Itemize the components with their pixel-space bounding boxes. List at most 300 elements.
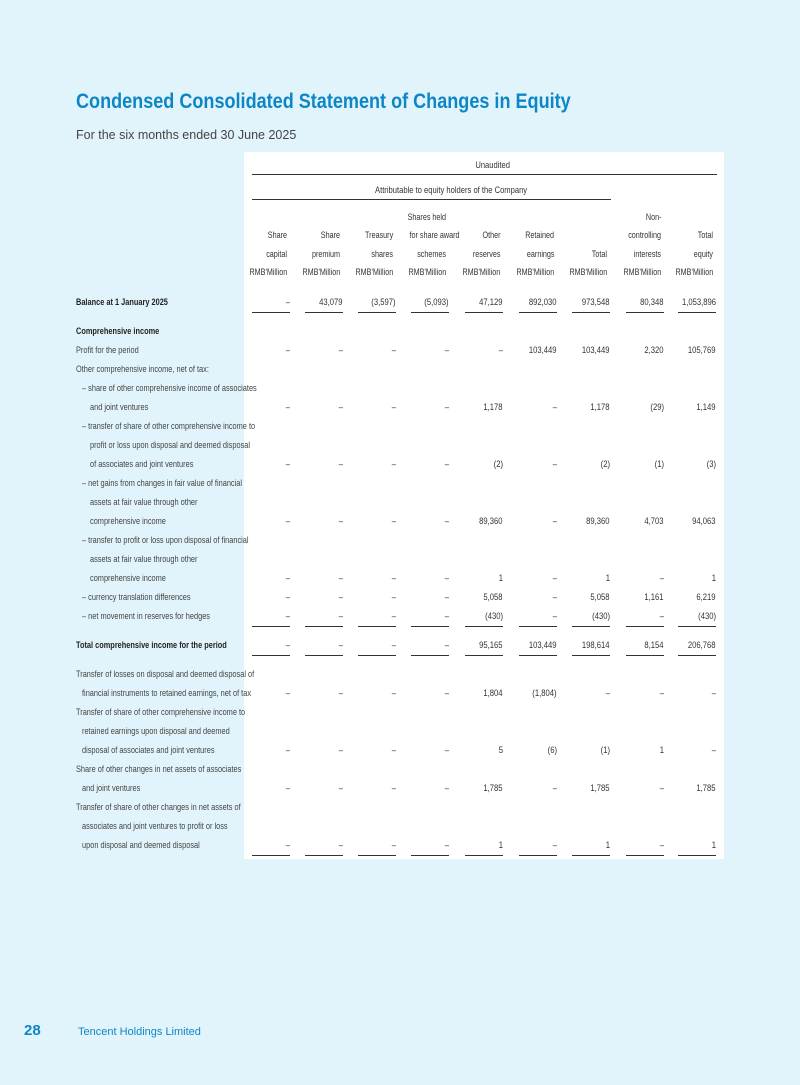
- row-label-text: – net gains from changes in fair value of financial: [82, 478, 243, 488]
- table-cell: [344, 297, 396, 307]
- cell-value: 1,149: [696, 402, 716, 412]
- table-cell: [451, 688, 503, 698]
- table-cell: [291, 783, 343, 793]
- underline-rule: [358, 626, 396, 627]
- row-label-text: disposal of associates and joint ventures: [82, 745, 215, 755]
- underline-rule: [411, 626, 449, 627]
- table-cell: [558, 516, 610, 526]
- unaudited-header: Unaudited: [475, 160, 510, 171]
- cell-value: –: [391, 592, 396, 602]
- row-label-text: and joint ventures: [82, 783, 141, 793]
- table-cell: [451, 516, 503, 526]
- column-header-line: equity: [694, 248, 714, 259]
- cell-value: (3,597): [371, 297, 396, 307]
- table-cell: [344, 688, 396, 698]
- cell-value: –: [285, 345, 290, 355]
- table-cell: [238, 783, 290, 793]
- table-cell: [558, 297, 610, 307]
- row-label-text: of associates and joint ventures: [90, 459, 194, 469]
- underline-rule: [572, 626, 610, 627]
- column-header-line: Total: [592, 248, 608, 259]
- cell-value: 1,804: [483, 688, 503, 698]
- row-label: [82, 478, 277, 488]
- cell-value: –: [338, 459, 343, 469]
- table-cell: [344, 402, 396, 412]
- column-header-line: premium: [312, 248, 341, 259]
- column-header-line: Share: [268, 230, 288, 241]
- row-label-text: assets at fair value through other: [90, 497, 198, 507]
- column-header: [344, 208, 396, 282]
- column-header: [612, 208, 664, 282]
- underline-rule: [358, 312, 396, 313]
- table-cell: [558, 345, 610, 355]
- underline-rule: [305, 855, 343, 856]
- row-label: [76, 669, 293, 679]
- row-label: [76, 764, 278, 774]
- cell-value: –: [338, 840, 343, 850]
- row-label: [82, 821, 260, 831]
- table-cell: [612, 297, 664, 307]
- table-cell: [291, 459, 343, 469]
- cell-value: –: [285, 573, 290, 583]
- table-cell: [238, 345, 290, 355]
- row-label-text: comprehensive income: [90, 516, 166, 526]
- cell-value: 47,129: [479, 297, 503, 307]
- underline-rule: [305, 312, 343, 313]
- row-label: [82, 535, 285, 545]
- table-cell: [664, 611, 716, 621]
- column-header-line: interests: [634, 248, 662, 259]
- table-cell: [238, 688, 290, 698]
- cell-value: 1: [659, 745, 664, 755]
- underline-rule: [519, 312, 557, 313]
- cell-value: –: [391, 573, 396, 583]
- table-cell: [664, 459, 716, 469]
- table-cell: [558, 640, 610, 650]
- cell-value: –: [338, 611, 343, 621]
- column-header-line: reserves: [472, 248, 501, 259]
- table-cell: [451, 783, 503, 793]
- underline-rule: [465, 312, 503, 313]
- cell-value: –: [391, 688, 396, 698]
- row-label: [82, 383, 295, 393]
- underline-rule: [358, 655, 396, 656]
- underline-rule: [465, 855, 503, 856]
- column-header-line: RMB'Million: [462, 267, 501, 278]
- cell-value: 5,058: [590, 592, 610, 602]
- table-cell: [612, 516, 664, 526]
- underline-rule: [572, 655, 610, 656]
- table-cell: [344, 640, 396, 650]
- underline-rule: [519, 626, 557, 627]
- row-label-text: Transfer of share of other changes in net assets of: [76, 802, 241, 812]
- cell-value: (1): [654, 459, 664, 469]
- company-name: Tencent Holdings Limited: [78, 1026, 201, 1038]
- column-header-line: controlling: [628, 230, 662, 241]
- table-cell: [558, 573, 610, 583]
- table-cell: [612, 783, 664, 793]
- table-cell: [451, 573, 503, 583]
- table-cell: [451, 297, 503, 307]
- cell-value: 5,058: [483, 592, 503, 602]
- cell-value: –: [444, 783, 449, 793]
- row-label-text: Profit for the period: [76, 345, 139, 355]
- table-cell: [558, 688, 610, 698]
- underline-rule: [305, 655, 343, 656]
- table-cell: [397, 297, 449, 307]
- cell-value: –: [444, 573, 449, 583]
- cell-value: 95,165: [479, 640, 503, 650]
- column-header-line: Non-: [645, 212, 662, 222]
- table-cell: [664, 297, 716, 307]
- table-cell: [397, 345, 449, 355]
- table-cell: [344, 592, 396, 602]
- table-cell: [451, 345, 503, 355]
- table-cell: [344, 611, 396, 621]
- row-label: [76, 640, 260, 650]
- row-label-text: – transfer to profit or loss upon disposal of financial: [82, 535, 249, 545]
- cell-value: (6): [547, 745, 557, 755]
- column-header: [451, 208, 503, 282]
- cell-value: –: [338, 688, 343, 698]
- column-header-line: Other: [482, 230, 501, 241]
- cell-value: –: [391, 840, 396, 850]
- table-cell: [664, 688, 716, 698]
- row-label: [76, 802, 277, 812]
- underline-rule: [572, 855, 610, 856]
- table-cell: [558, 783, 610, 793]
- row-label: [76, 364, 238, 374]
- page-title: Condensed Consolidated Statement of Changes in Equity: [76, 90, 571, 113]
- table-cell: [664, 516, 716, 526]
- table-cell: [344, 459, 396, 469]
- cell-value: –: [338, 592, 343, 602]
- cell-value: –: [659, 688, 664, 698]
- column-header-line: RMB'Million: [623, 267, 662, 278]
- cell-value: –: [659, 573, 664, 583]
- column-header-line: Total: [698, 230, 714, 241]
- table-cell: [558, 459, 610, 469]
- table-cell: [291, 688, 343, 698]
- cell-value: 43,079: [319, 297, 343, 307]
- table-cell: [397, 688, 449, 698]
- underline-rule: [358, 855, 396, 856]
- table-cell: [238, 592, 290, 602]
- column-header: [397, 208, 460, 282]
- cell-value: –: [552, 402, 557, 412]
- table-cell: [344, 840, 396, 850]
- column-header: [505, 208, 557, 282]
- table-cell: [558, 611, 610, 621]
- table-cell: [612, 573, 664, 583]
- cell-value: –: [285, 688, 290, 698]
- cell-value: (430): [698, 611, 716, 621]
- row-label-text: – currency translation differences: [82, 592, 191, 602]
- table-cell: [291, 840, 343, 850]
- table-cell: [291, 640, 343, 650]
- table-cell: [344, 745, 396, 755]
- cell-value: (5,093): [424, 297, 449, 307]
- cell-value: –: [444, 345, 449, 355]
- table-cell: [291, 592, 343, 602]
- table-cell: [505, 459, 557, 469]
- cell-value: –: [444, 402, 449, 412]
- cell-value: –: [552, 840, 557, 850]
- cell-value: 103,449: [582, 345, 610, 355]
- cell-value: 105,769: [688, 345, 716, 355]
- row-label: [76, 707, 282, 717]
- attributable-rule: [252, 199, 611, 200]
- cell-value: 1: [605, 840, 610, 850]
- cell-value: –: [285, 459, 290, 469]
- row-label: [82, 421, 293, 431]
- row-label: [90, 497, 221, 507]
- row-label-text: profit or loss upon disposal and deemed disposal: [90, 440, 251, 450]
- cell-value: –: [338, 516, 343, 526]
- cell-value: –: [285, 640, 290, 650]
- row-label: [82, 611, 238, 621]
- cell-value: –: [391, 611, 396, 621]
- row-label: [76, 326, 178, 336]
- cell-value: –: [659, 611, 664, 621]
- row-label: [90, 459, 216, 469]
- cell-value: –: [391, 402, 396, 412]
- table-cell: [505, 297, 557, 307]
- cell-value: –: [552, 573, 557, 583]
- table-cell: [397, 640, 449, 650]
- cell-value: 1: [498, 840, 503, 850]
- cell-value: –: [711, 688, 716, 698]
- table-cell: [505, 402, 557, 412]
- row-label: [90, 516, 183, 526]
- table-cell: [505, 573, 557, 583]
- cell-value: –: [444, 516, 449, 526]
- cell-value: –: [552, 516, 557, 526]
- column-header-line: RMB'Million: [569, 267, 608, 278]
- column-header-line: Share: [321, 230, 341, 241]
- cell-value: 1: [498, 573, 503, 583]
- underline-rule: [305, 626, 343, 627]
- table-cell: [397, 459, 449, 469]
- table-cell: [238, 640, 290, 650]
- row-label: [90, 554, 221, 564]
- cell-value: –: [552, 783, 557, 793]
- table-cell: [397, 611, 449, 621]
- cell-value: –: [498, 345, 503, 355]
- underline-rule: [678, 655, 716, 656]
- row-label-text: – net movement in reserves for hedges: [82, 611, 210, 621]
- table-cell: [451, 611, 503, 621]
- cell-value: –: [285, 402, 290, 412]
- cell-value: –: [444, 688, 449, 698]
- table-cell: [291, 573, 343, 583]
- cell-value: –: [444, 592, 449, 602]
- cell-value: (2): [493, 459, 503, 469]
- cell-value: 94,063: [692, 516, 716, 526]
- table-cell: [612, 592, 664, 602]
- table-cell: [612, 840, 664, 850]
- table-cell: [558, 402, 610, 412]
- cell-value: –: [552, 459, 557, 469]
- cell-value: 973,548: [582, 297, 610, 307]
- table-cell: [451, 640, 503, 650]
- cell-value: –: [338, 573, 343, 583]
- table-cell: [505, 611, 557, 621]
- row-label-text: – share of other comprehensive income of associates: [82, 383, 257, 393]
- row-label: [82, 726, 262, 736]
- table-cell: [612, 345, 664, 355]
- cell-value: –: [391, 459, 396, 469]
- cell-value: 89,360: [586, 516, 610, 526]
- cell-value: –: [338, 640, 343, 650]
- table-cell: [558, 745, 610, 755]
- row-label-text: Other comprehensive income, net of tax:: [76, 364, 209, 374]
- cell-value: –: [285, 592, 290, 602]
- table-cell: [397, 592, 449, 602]
- row-label-text: financial instruments to retained earnings, net of tax: [82, 688, 252, 698]
- cell-value: –: [711, 745, 716, 755]
- table-cell: [344, 573, 396, 583]
- table-cell: [344, 345, 396, 355]
- cell-value: –: [552, 611, 557, 621]
- table-cell: [664, 402, 716, 412]
- table-cell: [397, 516, 449, 526]
- row-label-text: associates and joint ventures to profit or loss: [82, 821, 228, 831]
- table-cell: [505, 516, 557, 526]
- row-label-text: upon disposal and deemed disposal: [82, 840, 200, 850]
- table-cell: [238, 459, 290, 469]
- cell-value: 1,161: [644, 592, 664, 602]
- table-cell: [612, 459, 664, 469]
- cell-value: (3): [706, 459, 716, 469]
- cell-value: –: [285, 611, 290, 621]
- cell-value: 89,360: [479, 516, 503, 526]
- cell-value: –: [659, 840, 664, 850]
- underline-rule: [519, 655, 557, 656]
- cell-value: 2,320: [644, 345, 664, 355]
- cell-value: 198,614: [582, 640, 610, 650]
- table-cell: [291, 297, 343, 307]
- cell-value: 1,178: [590, 402, 610, 412]
- table-cell: [505, 688, 557, 698]
- cell-value: 80,348: [640, 297, 664, 307]
- cell-value: 8,154: [644, 640, 664, 650]
- cell-value: –: [444, 840, 449, 850]
- column-header-line: Shares held: [408, 212, 447, 222]
- table-cell: [664, 640, 716, 650]
- table-cell: [612, 688, 664, 698]
- table-cell: [451, 840, 503, 850]
- row-label: [90, 402, 161, 412]
- underline-rule: [411, 312, 449, 313]
- table-cell: [291, 345, 343, 355]
- cell-value: 892,030: [529, 297, 557, 307]
- cell-value: (430): [592, 611, 610, 621]
- table-cell: [558, 592, 610, 602]
- underline-rule: [626, 626, 664, 627]
- attributable-header: Attributable to equity holders of the Company: [375, 185, 528, 196]
- row-label-text: Transfer of share of other comprehensive income to: [76, 707, 246, 717]
- column-header-line: capital: [266, 248, 288, 259]
- table-cell: [397, 745, 449, 755]
- cell-value: –: [444, 745, 449, 755]
- table-cell: [291, 611, 343, 621]
- row-label-text: and joint ventures: [90, 402, 149, 412]
- table-cell: [451, 459, 503, 469]
- table-cell: [451, 592, 503, 602]
- underline-rule: [252, 855, 290, 856]
- table-cell: [505, 345, 557, 355]
- cell-value: –: [338, 783, 343, 793]
- table-cell: [664, 745, 716, 755]
- underline-rule: [411, 655, 449, 656]
- column-header: [664, 208, 716, 282]
- column-header: [291, 208, 343, 282]
- column-header: [238, 208, 290, 282]
- cell-value: 5: [498, 745, 503, 755]
- cell-value: 6,219: [696, 592, 716, 602]
- cell-value: –: [285, 783, 290, 793]
- column-header-line: Treasury: [365, 230, 394, 241]
- cell-value: –: [285, 297, 290, 307]
- row-label: [76, 297, 188, 307]
- table-cell: [344, 516, 396, 526]
- table-cell: [451, 745, 503, 755]
- cell-value: –: [285, 840, 290, 850]
- table-cell: [291, 516, 343, 526]
- cell-value: –: [444, 640, 449, 650]
- page-number: 28: [24, 1022, 41, 1039]
- page-subtitle: For the six months ended 30 June 2025: [76, 128, 297, 142]
- cell-value: 1,053,896: [681, 297, 716, 307]
- row-label: [90, 573, 183, 583]
- column-header-line: Retained: [525, 230, 555, 241]
- table-cell: [505, 745, 557, 755]
- column-header: [558, 208, 610, 282]
- table-cell: [291, 745, 343, 755]
- underline-rule: [252, 626, 290, 627]
- cell-value: 103,449: [529, 345, 557, 355]
- row-label: [82, 592, 214, 602]
- cell-value: (29): [650, 402, 664, 412]
- row-label: [82, 840, 226, 850]
- cell-value: (2): [600, 459, 610, 469]
- column-header-line: earnings: [526, 248, 555, 259]
- row-label: [82, 783, 153, 793]
- table-cell: [612, 402, 664, 412]
- row-label-text: assets at fair value through other: [90, 554, 198, 564]
- cell-value: –: [338, 402, 343, 412]
- cell-value: 1,785: [590, 783, 610, 793]
- column-header-line: RMB'Million: [302, 267, 341, 278]
- cell-value: 103,449: [529, 640, 557, 650]
- cell-value: –: [391, 345, 396, 355]
- row-label-text: Total comprehensive income for the period: [76, 640, 227, 650]
- cell-value: (1): [600, 745, 610, 755]
- table-cell: [505, 783, 557, 793]
- cell-value: 1,785: [483, 783, 503, 793]
- table-cell: [505, 840, 557, 850]
- row-label-text: Balance at 1 January 2025: [76, 297, 168, 307]
- column-header-line: for share award: [409, 230, 460, 241]
- underline-rule: [626, 855, 664, 856]
- table-cell: [238, 840, 290, 850]
- cell-value: (430): [485, 611, 503, 621]
- underline-rule: [519, 855, 557, 856]
- cell-value: 1,178: [483, 402, 503, 412]
- row-label-text: Comprehensive income: [76, 326, 160, 336]
- cell-value: –: [391, 640, 396, 650]
